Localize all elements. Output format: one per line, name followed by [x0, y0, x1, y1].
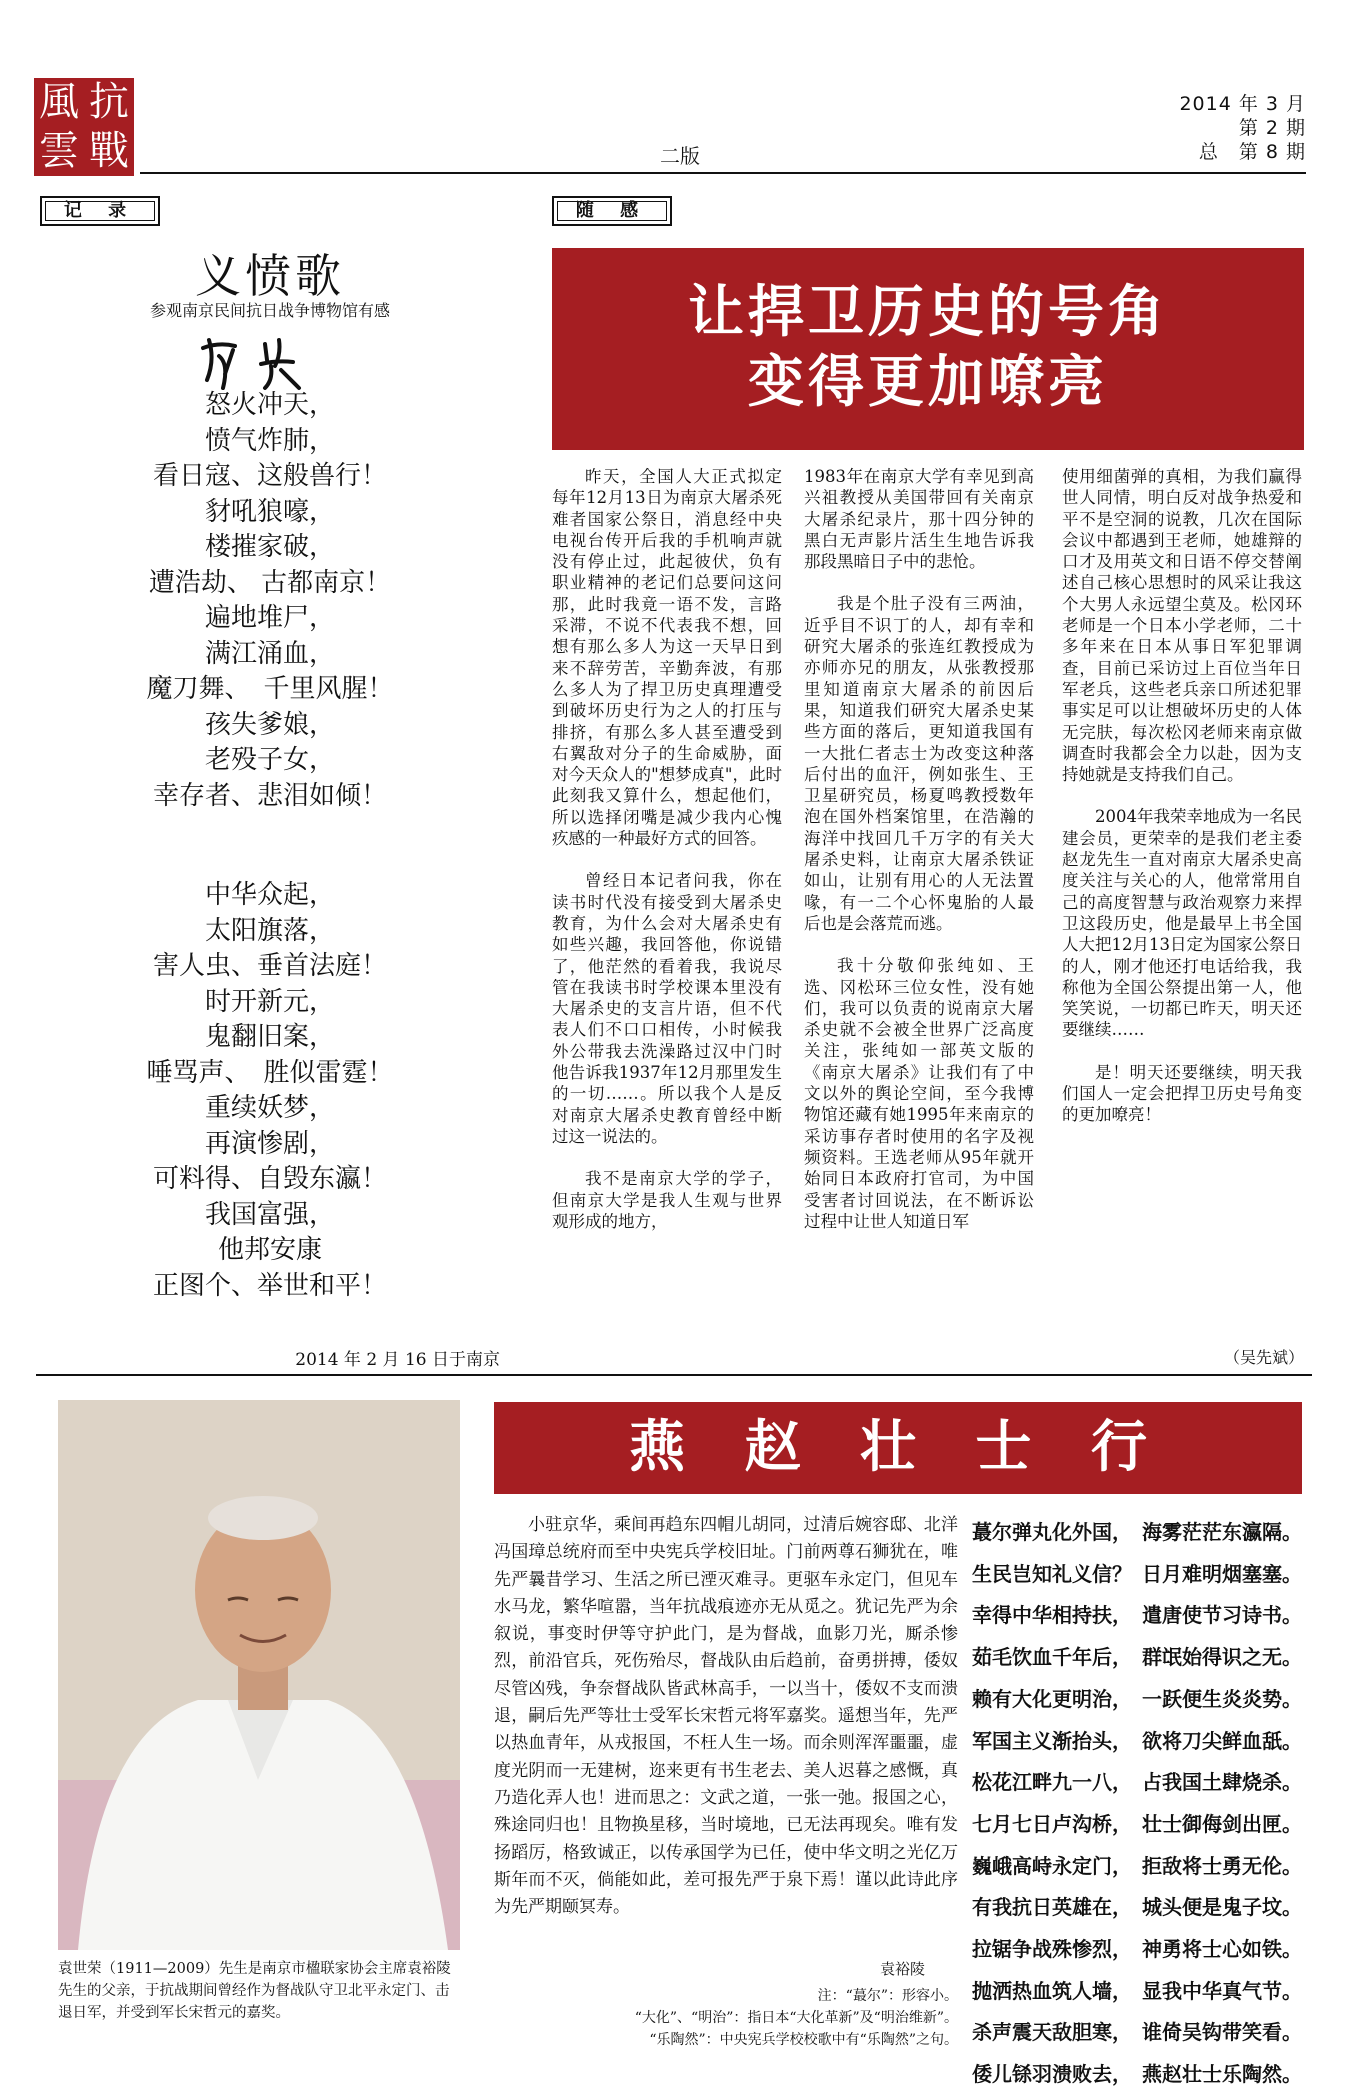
note: “乐陶然”：中央宪兵学校校歌中有“乐陶然”之句。: [649, 2032, 958, 2048]
verse-couplet: [972, 2054, 1302, 2096]
poem-line: 幸存者、悲泪如倾！: [152, 780, 387, 811]
poem-line: 他邦安康: [217, 1235, 322, 1265]
verse-line: 显我中华真气节。: [1142, 1978, 1302, 2003]
verse-line: 海雾茫茫东瀛隔。: [1142, 1520, 1302, 1544]
verse-line: 神勇将士心如铁。: [1142, 1937, 1302, 1962]
poem-line: 时开新元，: [204, 986, 335, 1017]
masthead-logo: [34, 78, 134, 176]
verse-line: 生民岂知礼义信？: [972, 1561, 1132, 1586]
feature-verse: [972, 1512, 1302, 2096]
poem-line: 鬼翻旧案，: [204, 1022, 335, 1052]
verse-line: 一跃便生炎炎势。: [1142, 1686, 1302, 1711]
verse-line: 巍峨高峙永定门，: [972, 1853, 1132, 1878]
poem-date: 2014 年 2 月 16 日于南京: [295, 1350, 500, 1370]
verse-couplet: [972, 1929, 1302, 1971]
verse-couplet: [972, 1804, 1302, 1846]
issue-info: [1179, 92, 1306, 164]
poem-title: 义愤歌: [195, 249, 345, 303]
verse-line: 日月难明烟塞塞。: [1142, 1561, 1302, 1586]
verse-line: 赖有大化更明治，: [972, 1686, 1132, 1711]
poem-line: 魔刀舞、 千里风腥！: [146, 674, 394, 704]
verse-line: 松花江畔九一八，: [972, 1770, 1132, 1795]
poem-line: 遭浩劫、 古都南京！: [148, 567, 392, 598]
essay-byline: （吴先斌）: [1223, 1348, 1304, 1367]
verse-line: 茹毛饮血千年后，: [972, 1645, 1132, 1670]
poem-line: 再演惨剧，: [204, 1128, 335, 1159]
essay-column-2: [804, 466, 1034, 1253]
verse-couplet: [972, 1554, 1302, 1596]
verse-couplet: [972, 1595, 1302, 1637]
issue-number: 第 2 期: [1238, 117, 1306, 139]
verse-line: 群氓始得识之无。: [1142, 1645, 1302, 1670]
verse-line: 抛洒热血筑人墙，: [972, 1978, 1132, 2003]
essay-title-banner: [552, 248, 1304, 450]
poem-line: 满江涌血，: [204, 638, 335, 669]
verse-line: 有我抗日英雄在，: [972, 1895, 1132, 1920]
poem-line: 老殁子女，: [204, 745, 335, 775]
poem-line: 愤气炸肺，: [204, 425, 335, 456]
poem-line: 重续妖梦，: [204, 1093, 335, 1123]
paragraph: 2004年我荣幸地成为一名民建会员，更荣幸的是我们老主委赵龙先生一直对南京大屠杀史高度关注与关心的人，他常常用自己的高度智慧与政治观察力来捍卫这段历史，他是最早上书全国人大把12月13日定为国家公祭日的人，刚才他还打电话给我，我称他为全国公祭提出第一人，他笑笑说，一切都已昨天，明天还要继续……: [1062, 807, 1302, 1040]
essay-column-3: [1062, 466, 1302, 1147]
verse-line: 燕赵壮士乐陶然。: [1142, 2062, 1302, 2087]
poem-line: 太阳旗落，: [204, 915, 335, 946]
verse-couplet: [972, 1846, 1302, 1888]
logo-char: 抗: [89, 79, 129, 125]
verse-line: 杀声震天敌胆寒，: [972, 2020, 1132, 2045]
essay-title-line-1: 让捍卫历史的号角: [688, 280, 1168, 345]
author-signature: [195, 330, 325, 394]
paragraph: 1983年在南京大学有幸见到高兴祖教授从美国带回有关南京大屠杀纪录片，那十四分钟的黑白无声影片活生生地告诉我那段黑暗日子中的悲怆。: [804, 467, 1034, 572]
essay-column-1: [552, 466, 782, 1253]
poem-line: 可料得、自毁东瀛！: [152, 1164, 387, 1194]
feature-title-banner: 燕 赵 壮 士 行: [494, 1402, 1302, 1494]
verse-line: 军国主义渐抬头，: [972, 1728, 1132, 1753]
verse-couplet: [972, 1637, 1302, 1679]
photo-caption: 袁世荣（1911—2009）先生是南京市楹联家协会主席袁裕陵先生的父亲，于抗战期间曾经作为督战队守卫北平永定门、击退日军，并受到军长宋哲元的嘉奖。: [58, 1961, 451, 2021]
verse-line: 幸得中华相持扶，: [972, 1603, 1132, 1628]
verse-line: 壮士御侮剑出匣。: [1142, 1811, 1302, 1836]
page-label: 二版: [660, 144, 700, 168]
section-tag-essay: 随 感: [552, 196, 672, 226]
paragraph: 使用细菌弹的真相，为我们赢得世人同情，明白反对战争热爱和平不是空洞的说教，几次在国际会议中都遇到王老师，她雄辩的口才及用英文和日语不停交替阐述自己核心思想时的风采让我这个大男人永远望尘莫及。松冈环老师是一个日本小学老师，二十多年来在日本从事日军犯罪调查，目前已采访过上百位当年日军老兵，这些老兵亲口所述犯罪事实足可以让想破坏历史的人体无完肤，每次松冈老师来南京做调查时我都会全力以赴，因为支持她就是支持我们自己。: [1062, 467, 1302, 785]
logo-char: 雲: [39, 128, 79, 174]
verse-line: 欲将刀尖鲜血舐。: [1142, 1728, 1302, 1753]
logo-char: 戰: [89, 128, 129, 174]
poem-line: 遍地堆尸，: [204, 603, 335, 633]
paragraph: 曾经日本记者问我，你在读书时代没有接受到大屠杀史教育，为什么会对大屠杀史有如些兴趣，我回答他，你说错了，他茫然的看着我，我说尽管在我读书时学校课本里没有大屠杀史的支言片语，但不代表人们不口口相传，小时候我外公带我去洗澡路过汉中门时他告诉我1937年12月那里发生的一切……。所以我个人是反对南京大屠杀史教育曾经中断过这一说法的。: [552, 871, 782, 1146]
paragraph: 我十分敬仰张纯如、王选、冈松环三位女性，没有她们，我可以负责的说南京大屠杀史就不会被全世界广泛高度关注，张纯如一部英文版的《南京大屠杀》让我们有了中文以外的舆论空间，至今我博物馆还藏有她1995年来南京的采访事存者时使用的名字及视频资料。王选老师从95年就开始同日本政府打官司，为中国受害者讨回说法，在不断诉讼过程中让世人知道日军: [804, 956, 1034, 1231]
paragraph: 是！明天还要继续，明天我们国人一定会把捍卫历史号角变的更加嘹亮！: [1062, 1062, 1302, 1125]
verse-couplet: [972, 1679, 1302, 1721]
portrait-photo: [58, 1400, 460, 1950]
verse-line: 城头便是鬼子坟。: [1142, 1895, 1302, 1920]
total-issue-number: 总 第 8 期: [1198, 141, 1306, 163]
verse-line: 蕞尔弹丸化外国，: [972, 1520, 1132, 1544]
note: 注：“蕞尔”：形容小。: [817, 1988, 958, 2004]
paragraph: 我不是南京大学的学子，但南京大学是我人生观与世界观形成的地方，: [552, 1169, 782, 1231]
preface-author: 袁裕陵: [880, 1960, 926, 1978]
logo-char: 風: [39, 79, 79, 125]
verse-line: 遣唐使节习诗书。: [1142, 1603, 1302, 1628]
section-divider: [36, 1374, 1312, 1376]
poem-line: 我国富强，: [204, 1199, 335, 1230]
poem-line: 怒火冲天，: [204, 390, 335, 420]
feature-preface: 小驻京华，乘间再趋东四帽儿胡同，过清后婉容邸、北洋冯国璋总统府而至中央宪兵学校旧址。门前两尊石狮犹在，唯先严曩昔学习、生活之所已湮灭难寻。更驱车永定门，但见车水马龙，繁华喧嚣，当年抗战痕迹亦无从觅之。犹记先严为余叙说，事变时伊等守护此门，是为督战，血影刀光，厮杀惨烈，前沿官兵，死伤殆尽，督战队由后趋前，奋勇拼搏，倭奴尽管凶残，争奈督战队皆武林高手，一以当十，倭奴不支而溃退，嗣后先严等壮士受军长宋哲元将军嘉奖。遥想当年，先严以热血青年，从戎报国，不枉人生一场。而余则浑浑噩噩，虚度光阴而一无建树，迩来更有书生老去、美人迟暮之感慨，真乃造化弄人也！进而思之：文武之道，一张一弛。报国之心，殊途同归也！且物换星移，当时境地，已无法再现矣。唯有发扬蹈厉，格致诚正，以传承国学为已任，使中华文明之光亿万斯年而不灭，倘能如此，差可报先严于泉下焉！谨以此诗此序为先严期颐冥寿。: [494, 1515, 958, 1918]
verse-line: 倭儿铩羽溃败去，: [972, 2062, 1132, 2087]
poem-line: 唾骂声、 胜似雷霆！: [146, 1057, 394, 1088]
verse-line: 拒敌将士勇无伦。: [1142, 1853, 1302, 1878]
note: “大化”、“明治”：指日本“大化革新”及“明治维新”。: [634, 2010, 958, 2026]
verse-couplet: [972, 1762, 1302, 1804]
verse-line: 拉锯争战殊惨烈，: [972, 1937, 1132, 1962]
feature-notes: [494, 1985, 958, 2051]
paragraph: 我是个肚子没有三两油，近乎目不识丁的人，却有幸和研究大屠杀的张连红教授成为亦师亦兄的朋友，从张教授那里知道南京大屠杀的前因后果，知道我们研究大屠杀史某些方面的落后，更知道我国有一大批仁者志士为改变这种落后付出的血汗，例如张生、王卫星研究员，杨夏鸣教授数年泡在国外档案馆里，在浩瀚的海洋中找回几千万字的有关大屠杀史料，让南京大屠杀铁证如山，让别有用心的人无法置喙，有一二个心怀鬼胎的人最后也是会落荒而逃。: [804, 594, 1034, 933]
poem-line: 害人虫、垂首法庭！: [152, 951, 387, 981]
verse-couplet: [972, 1887, 1302, 1929]
poem-line: 中华众起，: [204, 880, 335, 910]
verse-couplet: [972, 1512, 1302, 1554]
essay-title-line-2: 变得更加嘹亮: [748, 350, 1108, 415]
section-tag-record: 记 录: [40, 196, 160, 226]
poem-subtitle: 参观南京民间抗日战争博物馆有感: [149, 301, 390, 320]
poem-line: 孩失爹娘，: [204, 709, 335, 740]
verse-line: 占我国土肆烧杀。: [1142, 1770, 1302, 1795]
poem-line: 看日寇、这般兽行！: [152, 461, 387, 491]
poem-line: 正图个、举世和平！: [152, 1270, 387, 1301]
verse-couplet: [972, 1721, 1302, 1763]
issue-date: 2014 年 3 月: [1179, 93, 1306, 115]
verse-line: 谁倚吴钩带笑看。: [1142, 2020, 1302, 2045]
verse-couplet: [972, 1971, 1302, 2013]
paragraph: 昨天，全国人大正式拟定每年12月13日为南京大屠杀死难者国家公祭日，消息经中央电视台传开后我的手机响声就没有停止过，此起彼伏，负有职业精神的老记们总要问这问那，此时我竟一语不发，言路采滞，不说不代表我不想，回想有那么多人为这一天早日到来不辞劳苦，辛勤奔波，有那么多人为了捍卫历史真理遭受到破坏历史行为之人的打压与排挤，有那么多人甚至遭受到右翼敌对分子的生命威胁，面对今天众人的"想梦成真"，此时此刻我又算什么，想起他们，所以选择闭嘴是减少我内心愧疚感的一种最好方式的回答。: [552, 467, 782, 849]
poem-line: 楼摧家破，: [204, 532, 335, 562]
verse-couplet: [972, 2012, 1302, 2054]
masthead-rule: [140, 172, 1306, 174]
verse-line: 七月七日卢沟桥，: [972, 1811, 1132, 1836]
poem-line: 豺吼狼嚎，: [204, 496, 335, 527]
poem-stanza-1: [40, 388, 500, 814]
poem-stanza-2: [40, 878, 500, 1304]
